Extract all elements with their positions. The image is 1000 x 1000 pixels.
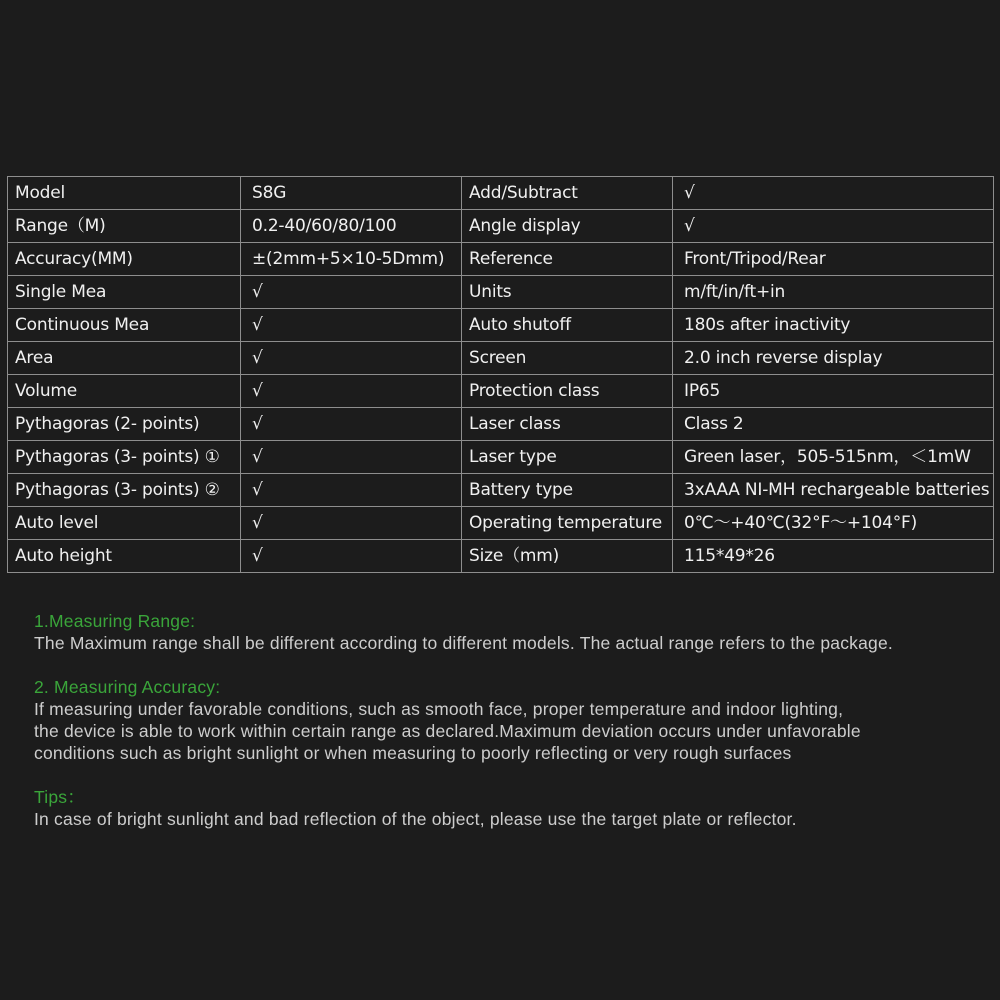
spec-label: Single Mea	[8, 276, 241, 309]
spec-label: Continuous Mea	[8, 309, 241, 342]
spec-label: Laser type	[462, 441, 673, 474]
note-heading: Tips：	[34, 787, 85, 807]
spec-value: √	[241, 441, 462, 474]
spec-label: Protection class	[462, 375, 673, 408]
spec-value: √	[241, 540, 462, 573]
spec-value: √	[241, 342, 462, 375]
note-heading: 1.Measuring Range:	[34, 611, 196, 631]
spec-label: Add/Subtract	[462, 177, 673, 210]
spec-row	[8, 375, 994, 408]
spec-value: √	[241, 309, 462, 342]
spec-row	[8, 408, 994, 441]
spec-value: √	[241, 408, 462, 441]
spec-row	[8, 441, 994, 474]
spec-label: Units	[462, 276, 673, 309]
spec-row	[8, 210, 994, 243]
spec-label: Area	[8, 342, 241, 375]
spec-value: √	[673, 177, 994, 210]
spec-value: √	[241, 474, 462, 507]
spec-value: IP65	[673, 375, 994, 408]
spec-value: m/ft/in/ft+in	[673, 276, 994, 309]
spec-label: Auto height	[8, 540, 241, 573]
spec-label: Model	[8, 177, 241, 210]
spec-row	[8, 540, 994, 573]
spec-value: 0.2-40/60/80/100	[241, 210, 462, 243]
note-measuring-accuracy	[34, 676, 984, 764]
spec-label: Pythagoras (2- points)	[8, 408, 241, 441]
spec-value: Front/Tripod/Rear	[673, 243, 994, 276]
spec-value: √	[241, 276, 462, 309]
spec-label: Battery type	[462, 474, 673, 507]
spec-value: √	[241, 375, 462, 408]
spec-value: Green laser，505-515nm，＜1mW	[673, 441, 994, 474]
spec-row	[8, 507, 994, 540]
spec-value: 0℃～+40℃(32°F～+104°F)	[673, 507, 994, 540]
spec-value: 3xAAA NI-MH rechargeable batteries	[673, 474, 994, 507]
spec-label: Laser class	[462, 408, 673, 441]
spec-table-body	[8, 177, 994, 573]
spec-value: S8G	[241, 177, 462, 210]
spec-label: Auto shutoff	[462, 309, 673, 342]
spec-row	[8, 474, 994, 507]
note-heading: 2. Measuring Accuracy:	[34, 677, 221, 697]
spec-value: 180s after inactivity	[673, 309, 994, 342]
spec-label: Angle display	[462, 210, 673, 243]
spec-label: Reference	[462, 243, 673, 276]
spec-value: 115*49*26	[673, 540, 994, 573]
spec-label: Pythagoras (3- points) ②	[8, 474, 241, 507]
note-body: If measuring under favorable conditions, such as smooth face, proper temperature and indoor lighting, the device is able to work within certain range as declared.Maximum deviation occurs under unfavorable conditions such as bright sunlight or when measuring to poorly reflecting or very rough surfaces	[34, 699, 861, 763]
spec-label: Operating temperature	[462, 507, 673, 540]
spec-value: ±(2mm+5×10-5Dmm)	[241, 243, 462, 276]
spec-row	[8, 177, 994, 210]
spec-label: Auto level	[8, 507, 241, 540]
note-body: The Maximum range shall be different according to different models. The actual range refers to the package.	[34, 633, 893, 653]
spec-label: Range（M)	[8, 210, 241, 243]
spec-table	[7, 176, 994, 573]
spec-label: Pythagoras (3- points) ①	[8, 441, 241, 474]
spec-label: Screen	[462, 342, 673, 375]
spec-label: Size（mm)	[462, 540, 673, 573]
spec-value: 2.0 inch reverse display	[673, 342, 994, 375]
spec-value: Class 2	[673, 408, 994, 441]
note-measuring-range	[34, 610, 984, 654]
note-tips	[34, 786, 984, 830]
spec-row	[8, 243, 994, 276]
note-body: In case of bright sunlight and bad reflection of the object, please use the target plate or reflector.	[34, 809, 797, 829]
spec-row	[8, 342, 994, 375]
spec-label: Accuracy(MM)	[8, 243, 241, 276]
spec-row	[8, 309, 994, 342]
notes-section	[34, 610, 984, 852]
spec-row	[8, 276, 994, 309]
spec-value: √	[673, 210, 994, 243]
spec-value: √	[241, 507, 462, 540]
spec-label: Volume	[8, 375, 241, 408]
